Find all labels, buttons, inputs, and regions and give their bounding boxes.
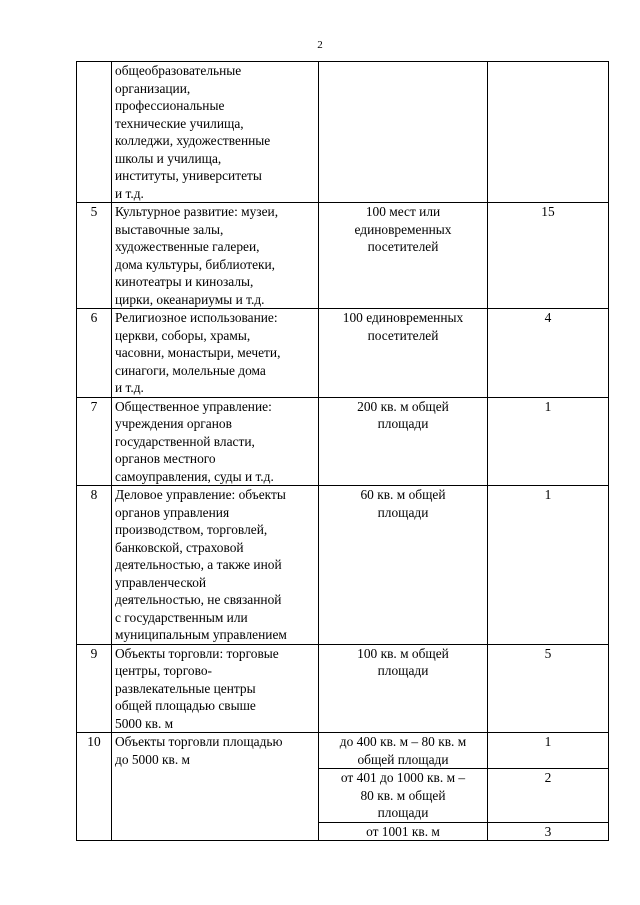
- row-number-cell: 5: [77, 203, 112, 309]
- object-type-cell: [112, 733, 319, 841]
- unit-cell: [319, 486, 488, 645]
- unit-text: 100 мест или единовременных посетителей: [354, 204, 452, 254]
- table-row-continuation: [77, 62, 609, 203]
- table-row: [77, 203, 609, 309]
- page-number: 2: [317, 39, 323, 51]
- unit-cell: [319, 203, 488, 309]
- unit-text: 60 кв. м общей площади: [360, 487, 446, 520]
- object-type-text: Общественное управление: учреждения органов государственной власти, органов местного самоуправления, суды и т.д.: [115, 398, 274, 484]
- table-row: [77, 486, 609, 645]
- row-number-cell: 7: [77, 397, 112, 486]
- table-row: [77, 309, 609, 398]
- norms-table: [76, 61, 609, 841]
- unit-cell: [319, 397, 488, 486]
- object-type-cell: [112, 203, 319, 309]
- value-cell: 3: [488, 822, 609, 841]
- unit-cell: [319, 733, 488, 769]
- object-type-text: Деловое управление: объекты органов управления производством, торговлей, банковской, страховой деятельностью, а также иной управленческой деятельностью, не связанной с государственным или муниципальным управлением: [115, 487, 287, 642]
- unit-text: от 401 до 1000 кв. м – 80 кв. м общей площади: [340, 770, 466, 820]
- row-number-cell: 9: [77, 644, 112, 733]
- value-cell: 15: [488, 203, 609, 309]
- object-type-text: Объекты торговли площадью до 5000 кв. м: [115, 734, 283, 767]
- object-type-cell: [112, 644, 319, 733]
- row-number-cell: [77, 62, 112, 203]
- unit-cell: [319, 309, 488, 398]
- object-type-cell: [112, 309, 319, 398]
- object-type-text: Культурное развитие: музеи, выставочные залы, художественные галереи, дома культуры, библиотеки, кинотеатры и кинозалы, цирки, океанариумы и т.д.: [115, 204, 279, 307]
- table-row: [77, 397, 609, 486]
- object-type-text: общеобразовательные организации, профессиональные технические училища, колледжи, художественные школы и училища, институты, университеты и т.д.: [115, 63, 271, 201]
- table-row: [77, 733, 609, 769]
- object-type-cell: [112, 397, 319, 486]
- object-type-text: Объекты торговли: торговые центры, торгово- развлекательные центры общей площадью свыше 5000 кв. м: [115, 645, 279, 731]
- value-cell: [488, 62, 609, 203]
- value-cell: 1: [488, 486, 609, 645]
- object-type-cell: [112, 486, 319, 645]
- unit-cell: [319, 769, 488, 823]
- row-number-cell: 10: [77, 733, 112, 841]
- value-cell: 1: [488, 397, 609, 486]
- object-type-text: Религиозное использование: церкви, соборы, храмы, часовни, монастыри, мечети, синагоги, молельные дома и т.д.: [115, 310, 281, 395]
- unit-text: от 1001 кв. м: [366, 823, 440, 839]
- unit-text: 100 единовременных посетителей: [342, 310, 464, 343]
- value-cell: 4: [488, 309, 609, 398]
- value-cell: 2: [488, 769, 609, 823]
- object-type-cell: [112, 62, 319, 203]
- unit-cell: [319, 644, 488, 733]
- unit-text: до 400 кв. м – 80 кв. м общей площади: [339, 734, 467, 767]
- table-row: [77, 644, 609, 733]
- row-number-cell: 6: [77, 309, 112, 398]
- unit-text: 100 кв. м общей площади: [357, 645, 449, 678]
- unit-cell: [319, 62, 488, 203]
- value-cell: 1: [488, 733, 609, 769]
- row-number-cell: 8: [77, 486, 112, 645]
- unit-cell: [319, 822, 488, 841]
- unit-text: 200 кв. м общей площади: [357, 398, 449, 431]
- value-cell: 5: [488, 644, 609, 733]
